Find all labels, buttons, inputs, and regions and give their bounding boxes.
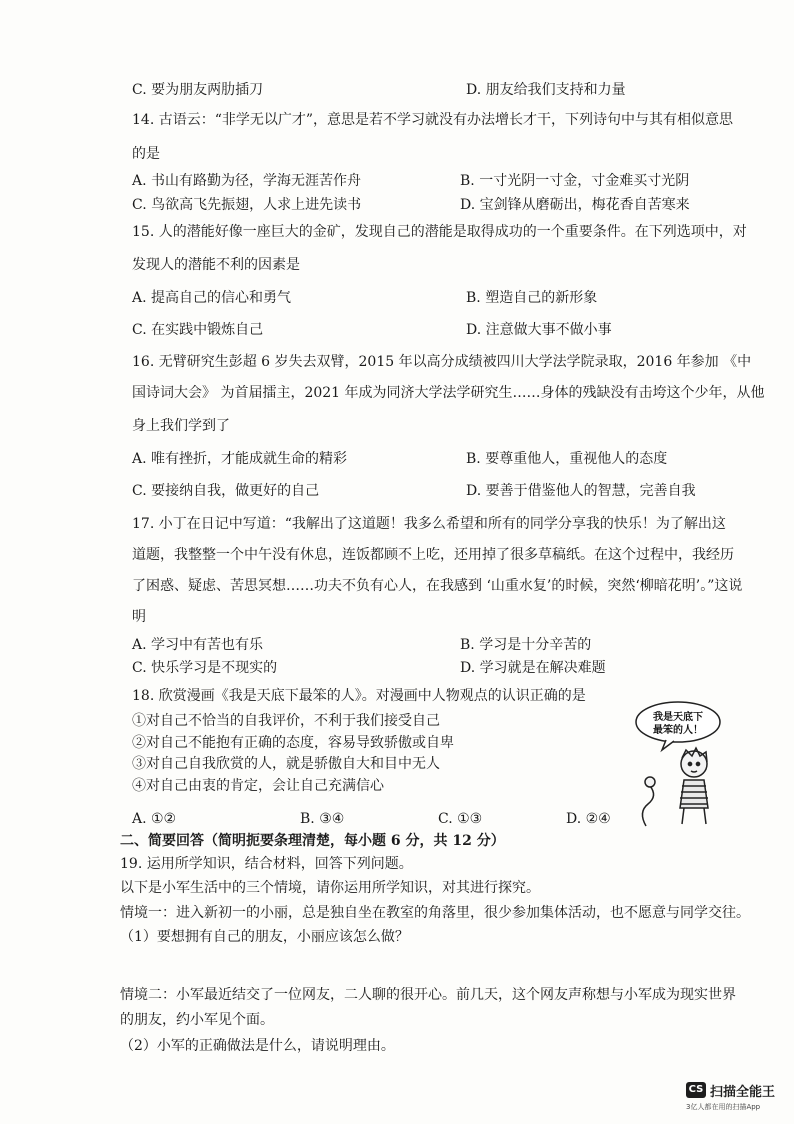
speech-bubble-line1: 我是天底下 (653, 712, 703, 723)
question-19: 19. 运用所学知识，结合材料，回答下列问题。 (120, 856, 413, 872)
subquestion-1: （1）要想拥有自己的朋友，小丽应该怎么做？ (120, 929, 409, 945)
option-c-q15: C. 在实践中锻炼自己 (132, 322, 264, 338)
option-a-q18: A. ①② (132, 811, 177, 827)
option-a-q17: A. 学习中有苦也有乐 (132, 637, 264, 653)
section-2-heading: 二、简要回答（简明扼要条理清楚，每小题 6 分，共 12 分） (120, 833, 505, 849)
option-c-q18: C. ①③ (438, 811, 483, 827)
option-c-q13: C. 要为朋友两肋插刀 (132, 82, 264, 98)
option-d-q14: D. 宝剑锋从磨砺出，梅花香自苦寒来 (460, 197, 690, 213)
question-17: 17. 小丁在日记中写道：“我解出了这道题！我多么希望和所有的同学分享我的快乐！为了解出这 (132, 516, 726, 532)
option-d-q15: D. 注意做大事不做小事 (466, 322, 612, 338)
option-d-q13: D. 朋友给我们支持和力量 (466, 82, 626, 98)
statement-3: ③对自己自我欣赏的人，就是骄傲自大和目中无人 (132, 756, 440, 772)
scanner-watermark (686, 1080, 786, 1120)
option-b-q18: B. ③④ (300, 811, 345, 827)
scanner-app-name: 扫描全能王 (710, 1085, 776, 1100)
speech-bubble-line2: 最笨的人！ (653, 725, 703, 736)
option-c-q16: C. 要接纳自我，做更好的自己 (132, 483, 320, 499)
option-c-q14: C. 鸟欲高飞先振翅，人求上进先读书 (132, 197, 362, 213)
question-19-intro: 以下是小军生活中的三个情境，请你运用所学知识，对其进行探究。 (120, 880, 540, 896)
statement-1: ①对自己不恰当的自我评价，不利于我们接受自己 (132, 713, 440, 729)
option-d-q17: D. 学习就是在解决难题 (460, 660, 606, 676)
question-17-cont3: 明 (132, 609, 146, 625)
question-14-cont: 的是 (132, 146, 160, 162)
option-d-q18: D. ②④ (566, 811, 611, 827)
option-a-q14: A. 书山有路勤为径，学海无涯苦作舟 (132, 173, 362, 189)
scanner-tagline: 3亿人都在用的扫描App (686, 1103, 761, 1111)
option-a-q15: A. 提高自己的信心和勇气 (132, 290, 292, 306)
question-17-cont2: 了困惑、疑虑、苦思冥想……功夫不负有心人，在我感到 ‘山重水复’的时候，突然‘柳暗花明’。”这说 (132, 578, 743, 594)
cartoon-boy (680, 748, 708, 824)
option-c-q17: C. 快乐学习是不现实的 (132, 660, 278, 676)
cartoon-image (612, 700, 724, 830)
scenario-2-cont: 的朋友，约小军见个面。 (120, 1012, 274, 1028)
question-16: 16. 无臂研究生彭超 6 岁失去双臂，2015 年以高分成绩被四川大学法学院录取，2016 年参加 《中 (132, 354, 752, 370)
question-15: 15. 人的潜能好像一座巨大的金矿，发现自己的潜能是取得成功的一个重要条件。在下列选项中，对 (132, 224, 747, 240)
scanner-logo-icon: CS (686, 1082, 706, 1098)
option-b-q16: B. 要尊重他人，重视他人的态度 (466, 451, 668, 467)
subquestion-2: （2）小军的正确做法是什么，请说明理由。 (120, 1038, 395, 1054)
statement-2: ②对自己不能抱有正确的态度，容易导致骄傲或自卑 (132, 735, 454, 751)
option-b-q14: B. 一寸光阴一寸金，寸金难买寸光阴 (460, 173, 690, 189)
option-b-q15: B. 塑造自己的新形象 (466, 290, 598, 306)
scenario-1: 情境一：进入新初一的小丽，总是独自坐在教室的角落里，很少参加集体活动，也不愿意与同学交往。 (120, 905, 750, 921)
option-a-q16: A. 唯有挫折，才能成就生命的精彩 (132, 451, 348, 467)
option-b-q17: B. 学习是十分辛苦的 (460, 637, 592, 653)
question-17-cont: 道题，我整整一个中午没有休息，连饭都顾不上吃，还用掉了很多草稿纸。在这个过程中，我经历 (132, 547, 734, 563)
question-15-cont: 发现人的潜能不利的因素是 (132, 257, 300, 273)
question-18: 18. 欣赏漫画《我是天底下最笨的人》。对漫画中人物观点的认识正确的是 (132, 688, 586, 704)
question-16-cont: 国诗词大会》 为首届擂主，2021 年成为同济大学法学研究生……身体的残缺没有击垮这个少年，从他 (132, 385, 765, 401)
scenario-2: 情境二：小军最近结交了一位网友，二人聊的很开心。前几天，这个网友声称想与小军成为现实世界 (120, 987, 736, 1003)
statement-4: ④对自己由衷的肯定，会让自己充满信心 (132, 778, 384, 794)
question-16-cont2: 身上我们学到了 (132, 418, 230, 434)
question-14: 14. 古语云：“非学无以广才”，意思是若不学习就没有办法增长才干，下列诗句中与其有相似意思 (132, 112, 734, 128)
option-d-q16: D. 要善于借鉴他人的智慧，完善自我 (466, 483, 696, 499)
cartoon-snake (642, 777, 655, 826)
